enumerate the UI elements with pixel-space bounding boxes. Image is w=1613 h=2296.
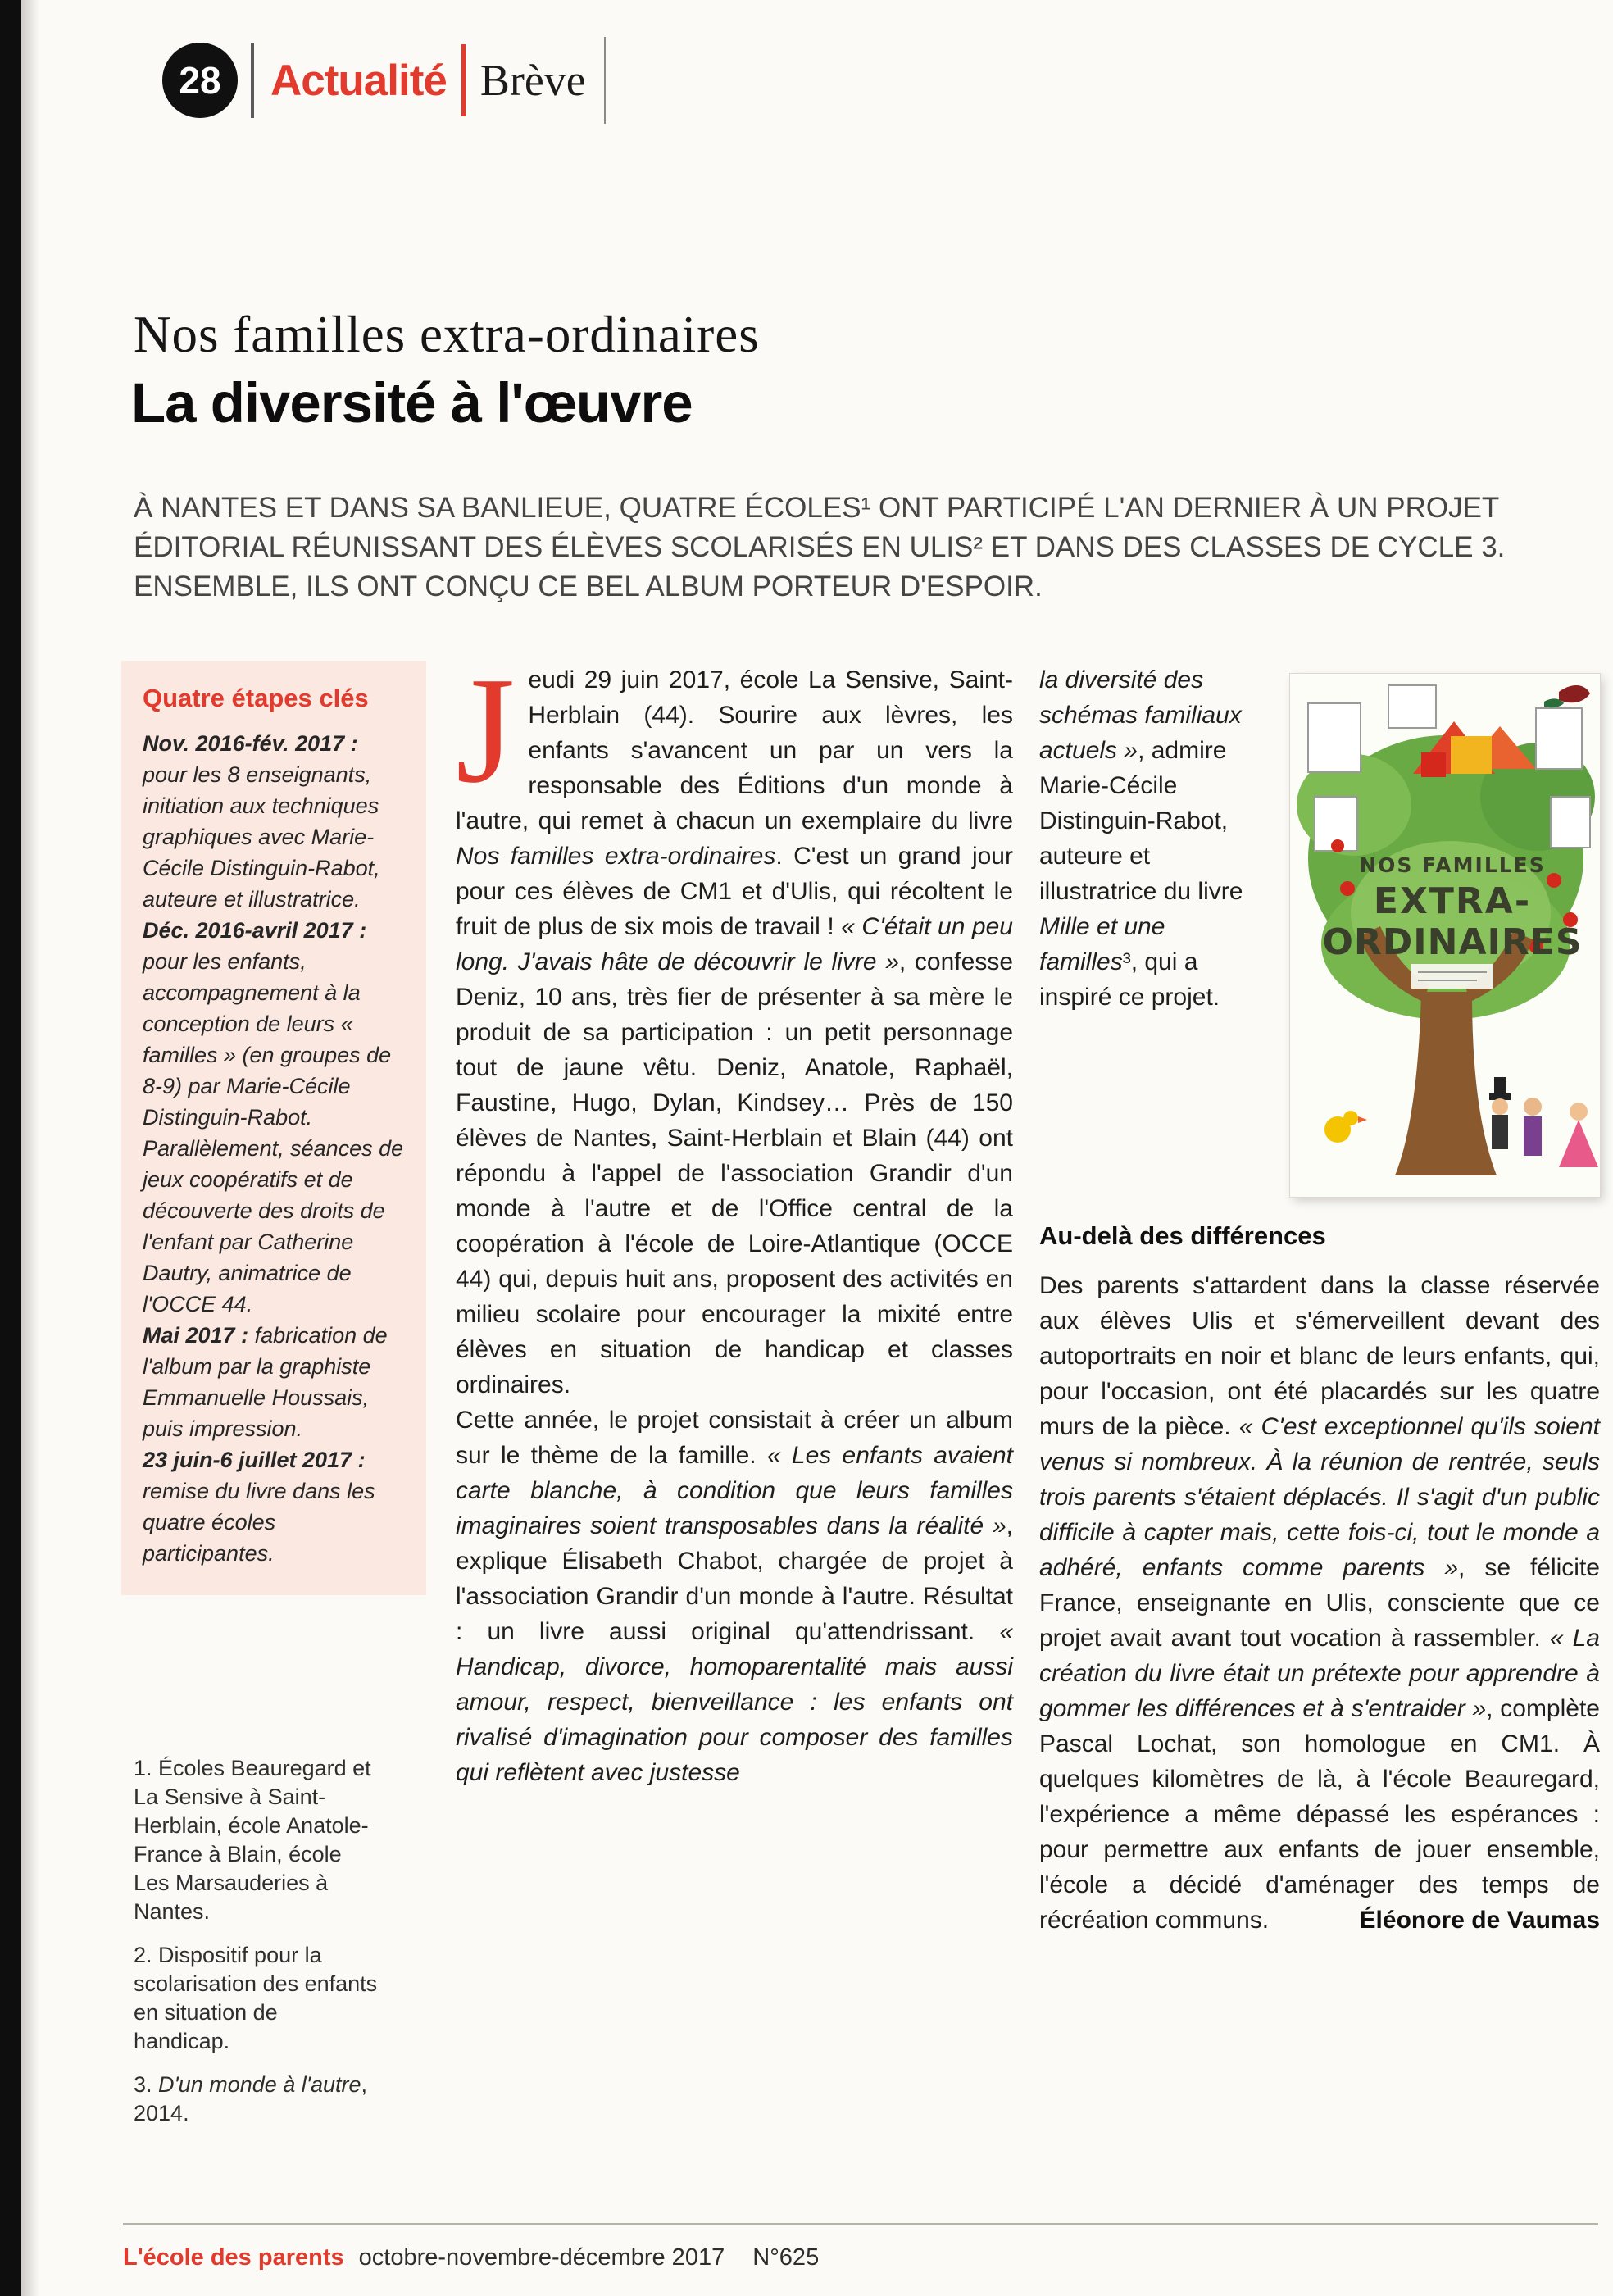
rubric-label: Brève — [479, 56, 586, 105]
byline: Éléonore de Vaumas — [1359, 1907, 1600, 1934]
subheading: Au-delà des différences — [1039, 1221, 1326, 1250]
paragraph-text: Cette année, le projet consistait à créer un album sur le thème de la famille. « Les enfants avaient carte blanche, à condition que leurs familles imaginaires soient transposables dans la réalité », explique Élisabeth Chabot, chargée de projet à l'association Grandir d'un monde à l'autre. Résultat : un livre aussi original qu'attendrissant. « Handicap, divorce, homoparentalité mais aussi amour, respect, bienveillance : les enfants ont rivalisé d'imagination pour composer des familles qui reflètent avec justesse — [456, 1407, 1013, 1786]
scan-edge — [0, 0, 21, 2296]
magazine-name: L'école des parents — [123, 2244, 344, 2271]
step-date: 23 juin-6 juillet 2017 : — [143, 1448, 366, 1472]
page-header — [162, 38, 606, 123]
article-paragraph-1 — [456, 646, 1013, 1403]
article-paragraph-2 — [456, 1403, 1013, 1790]
sidebar-step — [143, 915, 405, 1320]
step-date: Déc. 2016-avril 2017 : — [143, 918, 367, 943]
cover-title-line2: EXTRA- — [1373, 880, 1532, 922]
step-text: remise du livre dans les quatre écoles participantes. — [143, 1479, 375, 1566]
sidebar-title: Quatre étapes clés — [143, 684, 369, 712]
sidebar-box — [121, 661, 426, 1595]
sidebar-step — [143, 1444, 405, 1569]
sidebar-step — [143, 1320, 405, 1444]
page-number-badge: 28 — [162, 43, 238, 118]
step-text: pour les 8 enseignants, initiation aux techniques graphiques avec Marie-Cécile Distinguin-Rabot, auteure et illustratrice. — [143, 762, 380, 912]
section-label: Actualité — [270, 56, 447, 105]
standfirst: À NANTES ET DANS SA BANLIEUE, QUATRE ÉCOLES¹ ONT PARTICIPÉ L'AN DERNIER À UN PROJET ÉDITORIAL RÉUNISSANT DES ÉLÈVES SCOLARISÉS EN ULIS² ET DANS DES CLASSES DE CYCLE 3. ENSEMBLE, ILS ONT CONÇU CE BEL ALBUM PORTEUR D'ESPOIR. — [134, 492, 1506, 602]
book-cover-image — [1290, 674, 1600, 1197]
issue-date: octobre-novembre-décembre 2017 — [358, 2244, 725, 2271]
article-paragraph-4 — [1039, 1268, 1600, 1938]
footnote-1: 1. Écoles Beauregard et La Sensive à Saint-Herblain, école Anatole-France à Blain, école Les Marsauderies à Nantes. — [134, 1756, 371, 1924]
header-divider-red — [461, 44, 466, 116]
cover-title-line1: NOS FAMILLES — [1359, 853, 1546, 877]
paragraph-text: Des parents s'attardent dans la classe réservée aux élèves Ulis et s'émerveillent devant des autoportraits en noir et blanc de leurs enfants, qui, pour l'occasion, ont été placardés sur les quatre murs de la pièce. « C'est exceptionnel qu'ils soient venus si nombreux. À la réunion de rentrée, seuls trois parents s'étaient déplacés. Il s'agit d'un public difficile à capter mais, cette fois-ci, tout le monde a adhéré, enfants comme parents », se félicite France, enseignante en Ulis, consciente que ce projet avait avant tout vocation à rassembler. « La création du livre était un prétexte pour apprendre à gommer les différences et à s'entraider », complète Pascal Lochat, son homologue en CM1. À quelques kilomètres de là, à l'école Beauregard, l'expérience a même dépassé les espérances : pour permettre aux enfants de jouer ensemble, l'école a décidé d'aménager des temps de récréation communs. — [1039, 1272, 1600, 1934]
footnote-2: 2. Dispositif pour la scolarisation des enfants en situation de handicap. — [134, 1943, 378, 2053]
book-cover-illustration — [1290, 674, 1600, 1197]
paragraph-text: la diversité des schémas familiaux actuels », admire Marie-Cécile Distinguin-Rabot, auteure et illustratrice du livre Mille et une familles³, qui a inspiré ce projet. — [1039, 666, 1243, 1011]
footnote-3: 3. D'un monde à l'autre, 2014. — [134, 2072, 368, 2126]
header-divider — [251, 43, 254, 118]
article-kicker: Nos familles extra-ordinaires — [134, 306, 760, 363]
sidebar-step — [143, 728, 405, 915]
page-footer — [123, 2223, 1598, 2271]
article-column-1 — [456, 646, 1013, 1790]
article-column-2 — [1039, 662, 1600, 1938]
drop-cap: J — [456, 646, 516, 815]
article-title: La diversité à l'œuvre — [131, 371, 693, 434]
issue-number: N°625 — [752, 2244, 820, 2271]
cover-title-line3: ORDINAIRES — [1322, 921, 1583, 963]
paragraph-text: eudi 29 juin 2017, école La Sensive, Saint-Herblain (44). Sourire aux lèvres, les enfants s'avancent un par un vers la responsable des Éditions d'un monde à l'autre, qui remet à chacun un exemplaire du livre Nos familles extra-ordinaires. C'est un grand jour pour ces élèves de CM1 et d'Ulis, qui récoltent le fruit de plus de six mois de travail ! « C'était un peu long. J'avais hâte de découvrir le livre », confesse Deniz, 10 ans, très fier de présenter à sa mère le produit de sa participation : un petit personnage tout de jaune vêtu. Deniz, Anatole, Raphaël, Faustine, Hugo, Dylan, Kindsey… Près de 150 élèves de Nantes, Saint-Herblain et Blain (44) ont répondu à l'appel de l'association Grandir d'un monde à l'autre et de l'Office central de la coopération à l'école de Loire-Atlantique (OCCE 44) qui, depuis huit ans, proposent des activités en milieu scolaire pour encourager la mixité entre élèves en situation de handicap et classes ordinaires. — [456, 666, 1013, 1398]
header-divider — [604, 37, 606, 124]
step-date: Nov. 2016-fév. 2017 : — [143, 731, 358, 756]
step-text: fabrication de l'album par la graphiste Emmanuelle Houssais, puis impression. — [143, 1323, 388, 1441]
step-date: Mai 2017 : — [143, 1323, 249, 1348]
footnotes — [134, 1754, 379, 2143]
scan-edge-shadow — [21, 0, 39, 2296]
step-text: pour les enfants, accompagnement à la conception de leurs « familles » (en groupes de 8-9) par Marie-Cécile Distinguin-Rabot. Parallèlement, séances de jeux coopératifs et de découverte des droits de l'enfant par Catherine Dautry, animatrice de l'OCCE 44. — [143, 949, 404, 1316]
